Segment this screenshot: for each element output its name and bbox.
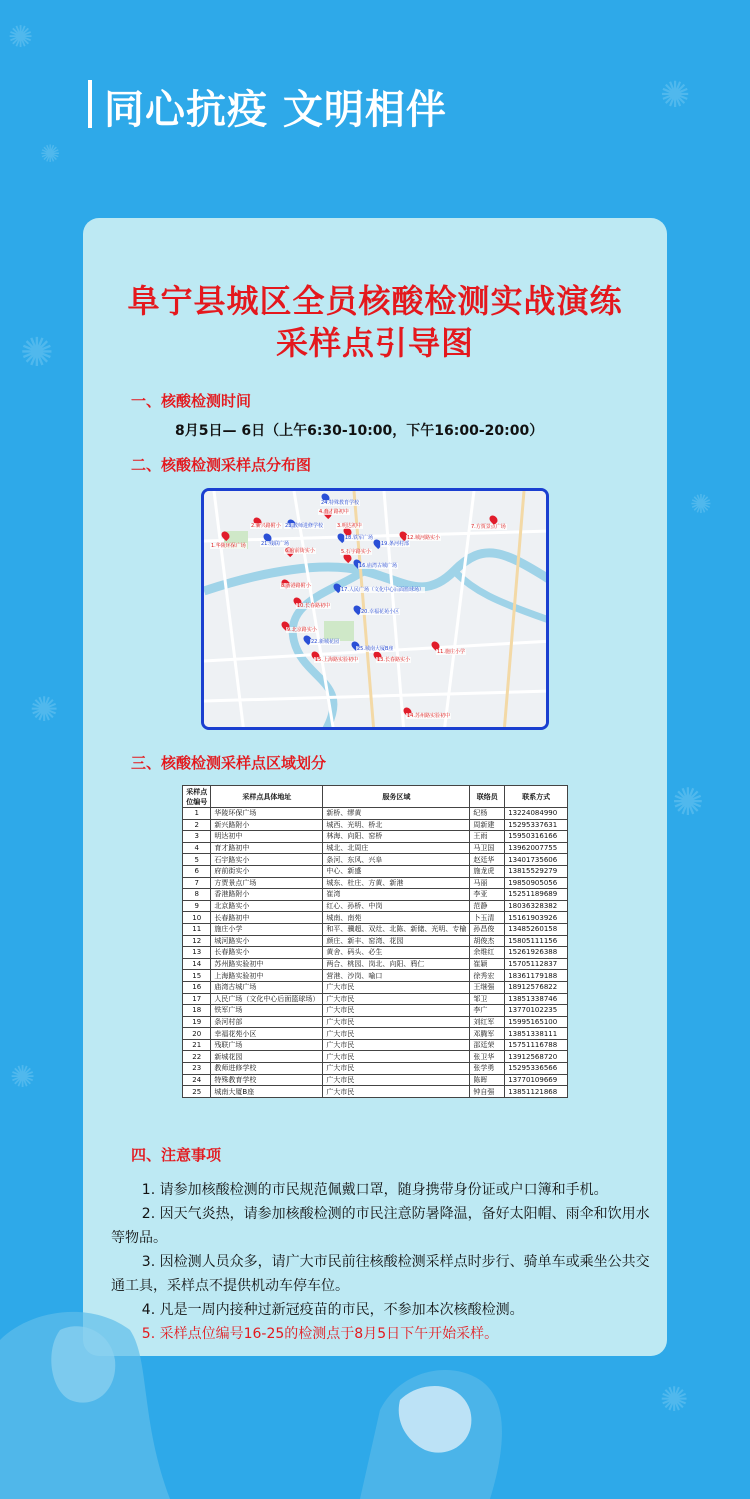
table-cell: 25 (183, 1086, 211, 1098)
table-cell: 石宇路实小 (211, 854, 323, 866)
map-pin-label-16: 16.庙湾古城广场 (359, 563, 397, 569)
table-cell: 施龙虎 (470, 865, 505, 877)
table-row (183, 831, 568, 843)
map-pin-label-10: 10.长春路初中 (297, 603, 330, 609)
table-cell: 4 (183, 842, 211, 854)
map-pin-label-2: 2.新兴路附小 (251, 523, 281, 529)
table-cell: 赵廷华 (470, 854, 505, 866)
table-cell: 邓腾军 (470, 1028, 505, 1040)
table-cell: 22 (183, 1051, 211, 1063)
section-heading-time: 一、核酸检测时间 (131, 392, 252, 410)
table-cell: 纪杨 (470, 808, 505, 820)
page-slogan: 同心抗疫 文明相伴 (104, 86, 447, 133)
table-cell: 条河、东风、兴阜 (323, 854, 470, 866)
table-cell: 13224084990 (505, 808, 568, 820)
table-cell: 施庄小学 (211, 923, 323, 935)
table-cell: 23 (183, 1063, 211, 1075)
table-cell: 广大市民 (323, 1039, 470, 1051)
table-cell: 庙湾古城广场 (211, 981, 323, 993)
table-row (183, 854, 568, 866)
note-item: 3. 因检测人员众多，请广大市民前往核酸检测采样点时步行、骑单车或乘坐公共交通工具，采样点不提供机动车停车位。 (111, 1254, 650, 1294)
table-cell: 方贾景点广场 (211, 877, 323, 889)
table-cell: 华陵环保广场 (211, 808, 323, 820)
table-row (183, 1028, 568, 1040)
table-cell: 城河路实小 (211, 935, 323, 947)
map-pin-label-1: 1.华陵环保广场 (211, 543, 246, 549)
table-row (183, 1005, 568, 1017)
table-row (183, 842, 568, 854)
virus-decoration-icon: ✺ (10, 1060, 36, 1095)
table-cell: 张学勇 (470, 1063, 505, 1075)
note-item: 2. 因天气炎热，请参加核酸检测的市民注意防暑降温，备好太阳帽、雨伞和饮用水等物品。 (111, 1206, 650, 1246)
table-row (183, 1063, 568, 1075)
table-cell: 17 (183, 993, 211, 1005)
map-pin-label-22: 22.新城花园 (311, 639, 339, 645)
table-header-row (183, 786, 568, 808)
note-item: 1. 请参加核酸检测的市民规范佩戴口罩，随身携带身份证或户口簿和手机。 (141, 1182, 608, 1198)
virus-decoration-icon: ✺ (660, 75, 691, 116)
virus-decoration-icon: ✺ (690, 490, 712, 520)
section-heading-notes: 四、注意事项 (131, 1146, 222, 1164)
map-pin-label-23: 23.教师进修学校 (285, 523, 323, 529)
table-cell: 13851338111 (505, 1028, 568, 1040)
virus-decoration-icon: ✺ (660, 1380, 689, 1420)
table-cell: 18 (183, 1005, 211, 1017)
table-cell: 24 (183, 1074, 211, 1086)
map-pin-label-19: 19.条河村部 (381, 541, 409, 547)
map-pin-label-21: 21.残联广场 (261, 541, 289, 547)
table-cell: 苏州路实验初中 (211, 958, 323, 970)
table-row (183, 1039, 568, 1051)
table-cell: 幸福花苑小区 (211, 1028, 323, 1040)
table-cell: 新桥、缪黄 (323, 808, 470, 820)
map-pin-label-25: 25.城南大厦B座 (357, 646, 394, 652)
table-cell: 上海路实验初中 (211, 970, 323, 982)
table-cell: 14 (183, 958, 211, 970)
table-cell: 长春路实小 (211, 947, 323, 959)
table-cell: 城北、北周庄 (323, 842, 470, 854)
virus-decoration-icon: ✺ (40, 140, 61, 168)
table-cell: 15805111156 (505, 935, 568, 947)
table-cell: 颜庄、新丰、窑湾、花园 (323, 935, 470, 947)
table-cell: 刘红军 (470, 1016, 505, 1028)
table-row (183, 1016, 568, 1028)
map-pin-label-7: 7.方贾景点广场 (471, 524, 506, 530)
table-row (183, 865, 568, 877)
virus-decoration-icon: ✺ (672, 780, 704, 824)
table-cell: 19850905056 (505, 877, 568, 889)
table-cell: 王继强 (470, 981, 505, 993)
table-cell: 13962007755 (505, 842, 568, 854)
table-cell: 邹卫 (470, 993, 505, 1005)
table-row (183, 970, 568, 982)
table-cell: 15751116788 (505, 1039, 568, 1051)
map-pin-label-15: 15.上海路实验初中 (315, 657, 358, 663)
table-cell: 张卫华 (470, 1051, 505, 1063)
table-cell: 李亚 (470, 889, 505, 901)
table-cell: 13 (183, 947, 211, 959)
table-cell: 府前街实小 (211, 865, 323, 877)
testing-time: 8月5日— 6日（上午6:30-10:00，下午16:00-20:00） (175, 423, 544, 439)
table-row (183, 877, 568, 889)
map-pin-label-18: 18.铁军广场 (345, 535, 373, 541)
note-item: 4. 凡是一周内接种过新冠疫苗的市民，不参加本次核酸检测。 (141, 1302, 524, 1318)
table-cell: 红心、孙桥、中岗 (323, 900, 470, 912)
table-cell: 城南、南苑 (323, 912, 470, 924)
table-cell: 人民广场（文化中心后面篮球场） (211, 993, 323, 1005)
table-header-cell: 采样点具体地址 (211, 786, 323, 808)
table-cell: 马卫国 (470, 842, 505, 854)
table-row (183, 935, 568, 947)
table-cell: 余维红 (470, 947, 505, 959)
table-cell: 13851338746 (505, 993, 568, 1005)
table-cell: 新兴路附小 (211, 819, 323, 831)
table-row (183, 819, 568, 831)
table-cell: 钟自强 (470, 1086, 505, 1098)
table-cell: 黄舍、码头、必生 (323, 947, 470, 959)
table-cell: 9 (183, 900, 211, 912)
map-pin-label-5: 5.石宇路实小 (341, 549, 371, 555)
table-cell: 5 (183, 854, 211, 866)
table-cell: 18912576822 (505, 981, 568, 993)
table-cell: 崔颖 (470, 958, 505, 970)
map-pin-label-11: 11.施庄小学 (437, 649, 465, 655)
table-cell: 广大市民 (323, 1051, 470, 1063)
table-cell: 林海、向阳、窑桥 (323, 831, 470, 843)
table-cell: 中心、新盛 (323, 865, 470, 877)
table-cell: 残联广场 (211, 1039, 323, 1051)
table-cell: 3 (183, 831, 211, 843)
table-cell: 范静 (470, 900, 505, 912)
table-cell: 15251189689 (505, 889, 568, 901)
table-cell: 广大市民 (323, 1016, 470, 1028)
table-row (183, 947, 568, 959)
table-cell: 15295337631 (505, 819, 568, 831)
document-title: 阜宁县城区全员核酸检测实战演练 (127, 282, 623, 320)
table-cell: 13851121868 (505, 1086, 568, 1098)
map-pin-label-4: 4.育才路初中 (319, 509, 349, 515)
map-pin-label-13: 13.长春路实小 (377, 657, 410, 663)
table-row (183, 1051, 568, 1063)
table-header-cell: 联络员 (470, 786, 505, 808)
table-cell: 15261926388 (505, 947, 568, 959)
table-cell: 13770102235 (505, 1005, 568, 1017)
table-cell: 13815529279 (505, 865, 568, 877)
map-pin-label-8: 8.香港路附小 (281, 583, 311, 589)
map-pin-label-14: 14.苏州路实验初中 (407, 713, 450, 719)
table-cell: 6 (183, 865, 211, 877)
table-cell: 徐秀宏 (470, 970, 505, 982)
table-cell: 铁军广场 (211, 1005, 323, 1017)
map-pin-label-20: 20.幸福花苑小区 (361, 609, 399, 615)
table-cell: 城西、光明、桥北 (323, 819, 470, 831)
table-cell: 陈晖 (470, 1074, 505, 1086)
table-cell: 15995165100 (505, 1016, 568, 1028)
table-header-cell: 服务区域 (323, 786, 470, 808)
table-cell: 马丽 (470, 877, 505, 889)
sampling-site-table (182, 785, 568, 1098)
section-heading-map: 二、核酸检测采样点分布图 (131, 456, 312, 474)
table-cell: 教师进修学校 (211, 1063, 323, 1075)
table-cell: 城南大厦B座 (211, 1086, 323, 1098)
notice-card (83, 218, 667, 1356)
table-cell: 8 (183, 889, 211, 901)
table-cell: 广大市民 (323, 993, 470, 1005)
table-cell: 15295336566 (505, 1063, 568, 1075)
table-cell: 孙昌俊 (470, 923, 505, 935)
table-body (183, 808, 568, 1098)
table-cell: 7 (183, 877, 211, 889)
table-cell: 两合、桃园、岗北、向阳、鸦仁 (323, 958, 470, 970)
table-cell: 15950316166 (505, 831, 568, 843)
table-cell: 李广 (470, 1005, 505, 1017)
table-cell: 香港路附小 (211, 889, 323, 901)
table-cell: 13912568720 (505, 1051, 568, 1063)
map-pin-label-9: 9.北京路实小 (287, 627, 317, 633)
table-cell: 广大市民 (323, 1086, 470, 1098)
table-cell: 13401735606 (505, 854, 568, 866)
table-cell: 明达初中 (211, 831, 323, 843)
table-cell: 11 (183, 923, 211, 935)
table-cell: 18036328382 (505, 900, 568, 912)
table-row (183, 958, 568, 970)
table-cell: 胡俊杰 (470, 935, 505, 947)
table-header-cell: 联系方式 (505, 786, 568, 808)
table-cell: 13770109669 (505, 1074, 568, 1086)
document-subtitle: 采样点引导图 (275, 324, 474, 362)
table-cell: 20 (183, 1028, 211, 1040)
table-cell: 18361179188 (505, 970, 568, 982)
table-row (183, 912, 568, 924)
section-heading-regions: 三、核酸检测采样点区域划分 (131, 754, 327, 772)
medical-worker-illustration (0, 1300, 560, 1499)
table-cell: 广大市民 (323, 1063, 470, 1075)
table-cell: 15705112837 (505, 958, 568, 970)
table-row (183, 1074, 568, 1086)
note-item-highlight: 5. 采样点位编号16-25的检测点于8月5日下午开始采样。 (141, 1326, 499, 1342)
table-cell: 邵廷荣 (470, 1039, 505, 1051)
map-pin-label-12: 12.城河路实小 (407, 535, 440, 541)
table-row (183, 981, 568, 993)
table-cell: 2 (183, 819, 211, 831)
table-cell: 特殊教育学校 (211, 1074, 323, 1086)
virus-decoration-icon: ✺ (8, 20, 34, 55)
table-row (183, 889, 568, 901)
table-cell: 15 (183, 970, 211, 982)
map-pin-label-24: 24.特殊教育学校 (321, 500, 359, 506)
table-cell: 16 (183, 981, 211, 993)
table-cell: 城东、杜庄、方黄、新港 (323, 877, 470, 889)
table-cell: 长春路初中 (211, 912, 323, 924)
table-cell: 广大市民 (323, 1074, 470, 1086)
table-cell: 10 (183, 912, 211, 924)
table-row (183, 1086, 568, 1098)
table-cell: 营港、沙岗、喻口 (323, 970, 470, 982)
table-cell: 王雨 (470, 831, 505, 843)
table-cell: 和平、骥超、双灶、北陈、新储、光明、专榆 (323, 923, 470, 935)
table-cell: 北京路实小 (211, 900, 323, 912)
sampling-site-map (201, 488, 549, 730)
table-cell: 21 (183, 1039, 211, 1051)
table-cell: 15161903926 (505, 912, 568, 924)
map-pin-label-6: 6.府前街实小 (285, 548, 315, 554)
map-pin-label-3: 3.明达初中 (337, 523, 362, 529)
table-header-cell: 采样点位编号 (183, 786, 211, 808)
table-row (183, 808, 568, 820)
table-cell: 19 (183, 1016, 211, 1028)
table-cell: 条河村部 (211, 1016, 323, 1028)
table-cell: 新城花园 (211, 1051, 323, 1063)
table-cell: 育才路初中 (211, 842, 323, 854)
table-row (183, 923, 568, 935)
table-cell: 13485260158 (505, 923, 568, 935)
table-cell: 12 (183, 935, 211, 947)
header-accent-bar (88, 80, 92, 128)
table-row (183, 993, 568, 1005)
table-row (183, 900, 568, 912)
table-cell: 广大市民 (323, 1028, 470, 1040)
virus-decoration-icon: ✺ (20, 330, 54, 376)
virus-decoration-icon: ✺ (30, 690, 59, 730)
table-cell: 崔湾 (323, 889, 470, 901)
table-cell: 广大市民 (323, 1005, 470, 1017)
map-pin-label-17: 17.人民广场（文化中心后面篮球场） (341, 587, 424, 593)
table-cell: 卜玉清 (470, 912, 505, 924)
table-cell: 1 (183, 808, 211, 820)
table-cell: 周新建 (470, 819, 505, 831)
table-cell: 广大市民 (323, 981, 470, 993)
